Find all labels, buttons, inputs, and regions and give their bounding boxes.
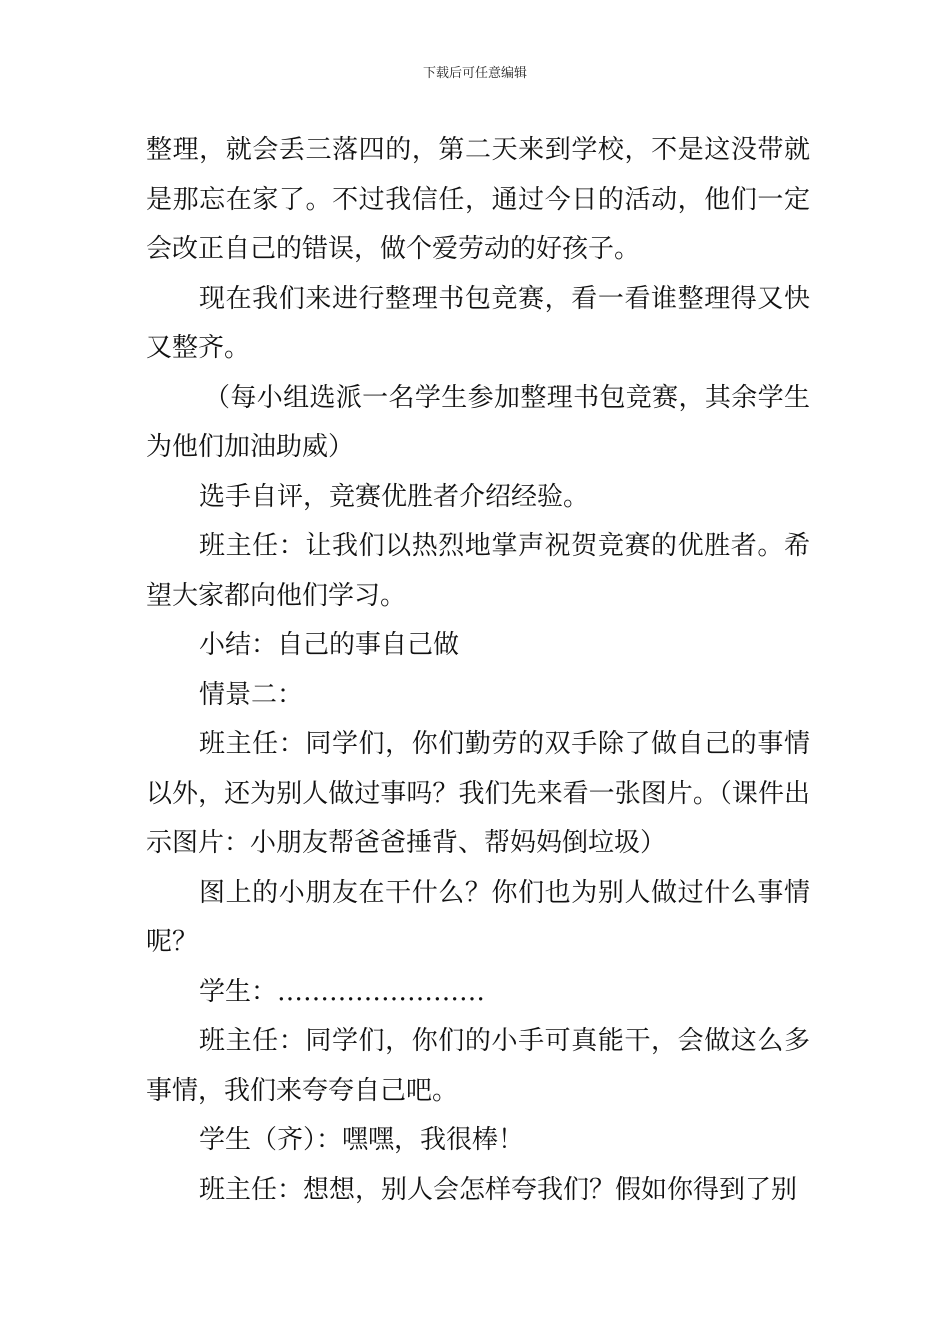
paragraph-teacher-praise: 班主任：同学们，你们的小手可真能干，会做这么多事情，我们来夸夸自己吧。: [146, 1026, 810, 1106]
paragraph-student-reply: 学生：……………………: [199, 976, 486, 1007]
paragraph-scene-two: 情景二：: [199, 679, 304, 710]
paragraph-contest-note: （每小组选派一名学生参加整理书包竞赛，其余学生为他们加油助威）: [146, 382, 810, 462]
document-body: [146, 126, 810, 1215]
paragraph-picture-question: 图上的小朋友在干什么？你们也为别人做过什么事情呢？: [146, 877, 810, 957]
paragraph-teacher-question: 班主任：同学们，你们勤劳的双手除了做自己的事情以外，还为别人做过事吗？我们先来看一张图片。（课件出示图片：小朋友帮爸爸捶背、帮妈妈倒垃圾）: [146, 729, 810, 858]
paragraph-teacher-congrats: 班主任：让我们以热烈地掌声祝贺竞赛的优胜者。希望大家都向他们学习。: [146, 531, 810, 611]
paragraph-organize-contest: 现在我们来进行整理书包竞赛，看一看谁整理得又快又整齐。: [146, 283, 810, 363]
page-header: 下载后可任意编辑: [422, 66, 527, 81]
paragraph-students-chorus: 学生（齐）：嘿嘿，我很棒！: [199, 1125, 525, 1155]
paragraph-teacher-think: 班主任：想想，别人会怎样夸我们？假如你得到了别: [199, 1174, 798, 1205]
paragraph-self-evaluation: 选手自评，竞赛优胜者介绍经验。: [199, 481, 590, 512]
paragraph-summary: 小结：自己的事自己做: [199, 630, 460, 660]
paragraph-continuation: 整理，就会丢三落四的，第二天来到学校，不是这没带就是那忘在家了。不过我信任，通过今日的活动，他们一定会改正自己的错误，做个爱劳动的好孩子。: [146, 135, 810, 264]
